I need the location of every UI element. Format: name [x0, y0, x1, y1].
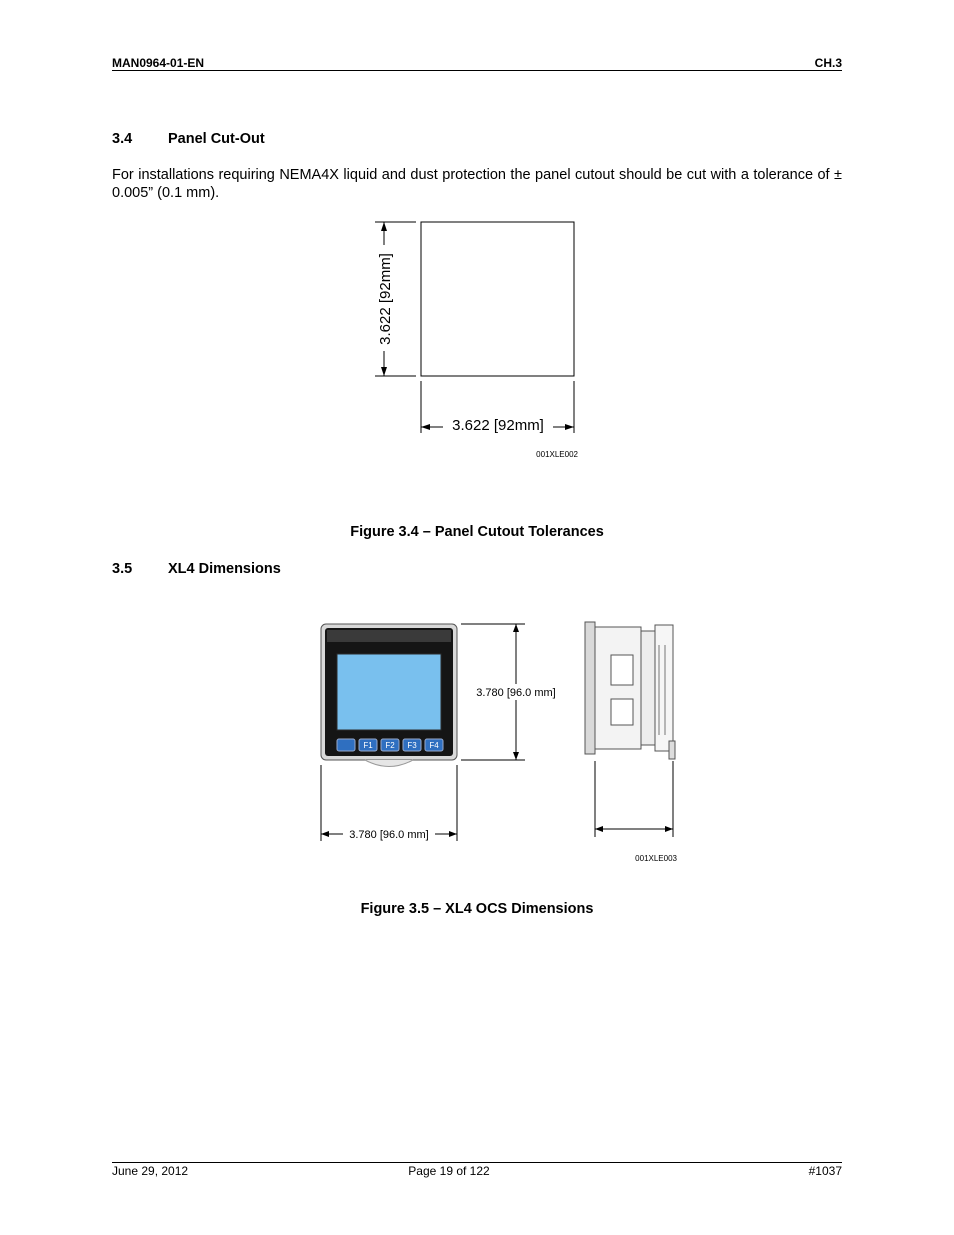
- arrow-left: [595, 826, 603, 832]
- lcd-screen: [337, 654, 441, 730]
- footer-date: June 29, 2012: [112, 1164, 189, 1178]
- cutout-drawing: [360, 215, 600, 465]
- side-body: [595, 627, 641, 749]
- figure-caption: Figure 3.4 – Panel Cutout Tolerances: [350, 524, 604, 540]
- figure-caption: Figure 3.5 – XL4 OCS Dimensions: [360, 901, 594, 917]
- header-chapter: CH.3: [814, 56, 842, 70]
- footer-doc-number: #1037: [808, 1164, 842, 1178]
- f4-key-label: F4: [429, 741, 439, 750]
- horizontal-dimension-label: 3.622 [92mm]: [452, 417, 544, 434]
- arrow-down: [381, 367, 387, 376]
- arrow-left: [421, 424, 430, 430]
- arrow-left: [321, 831, 329, 837]
- arrow-up: [513, 624, 519, 632]
- section-title: XL4 Dimensions: [168, 561, 281, 577]
- section-title: Panel Cut-Out: [168, 131, 265, 147]
- arrow-right: [565, 424, 574, 430]
- vertical-dimension-label: 3.622 [92mm]: [377, 253, 394, 345]
- side-bezel: [585, 622, 595, 754]
- side-clip: [669, 741, 675, 759]
- section-number: 3.5: [112, 561, 133, 577]
- arrow-right: [665, 826, 673, 832]
- section-number: 3.4: [112, 131, 133, 147]
- bottom-tab: [365, 760, 413, 767]
- f2-key-label: F2: [385, 741, 395, 750]
- arrow-right: [449, 831, 457, 837]
- drawing-id-label: 001XLE002: [536, 450, 578, 459]
- xl4-dimension-drawing: [315, 615, 685, 870]
- f3-key-label: F3: [407, 741, 417, 750]
- header-rule: [112, 70, 842, 71]
- side-rear: [641, 631, 655, 745]
- drawing-id-label: 001XLE003: [635, 854, 677, 863]
- arrow-down: [513, 752, 519, 760]
- side-connectors: [655, 625, 673, 751]
- header-doc-id: MAN0964-01-EN: [112, 56, 205, 70]
- front-top-strip: [327, 630, 451, 642]
- body-paragraph: For installations requiring NEMA4X liquid and dust protection the panel cutout should be cut with a tolerance of ± 0.005” (0.1 mm).: [112, 167, 842, 201]
- f1-key-label: F1: [363, 741, 373, 750]
- home-key: [337, 739, 355, 751]
- footer-page-number: Page 19 of 122: [408, 1164, 490, 1178]
- cutout-square: [421, 222, 574, 376]
- side-port-upper: [611, 655, 633, 685]
- height-dimension-label: 3.780 [96.0 mm]: [476, 687, 556, 699]
- side-port-lower: [611, 699, 633, 725]
- width-dimension-label: 3.780 [96.0 mm]: [349, 829, 429, 841]
- arrow-up: [381, 222, 387, 231]
- footer-rule: [112, 1162, 842, 1163]
